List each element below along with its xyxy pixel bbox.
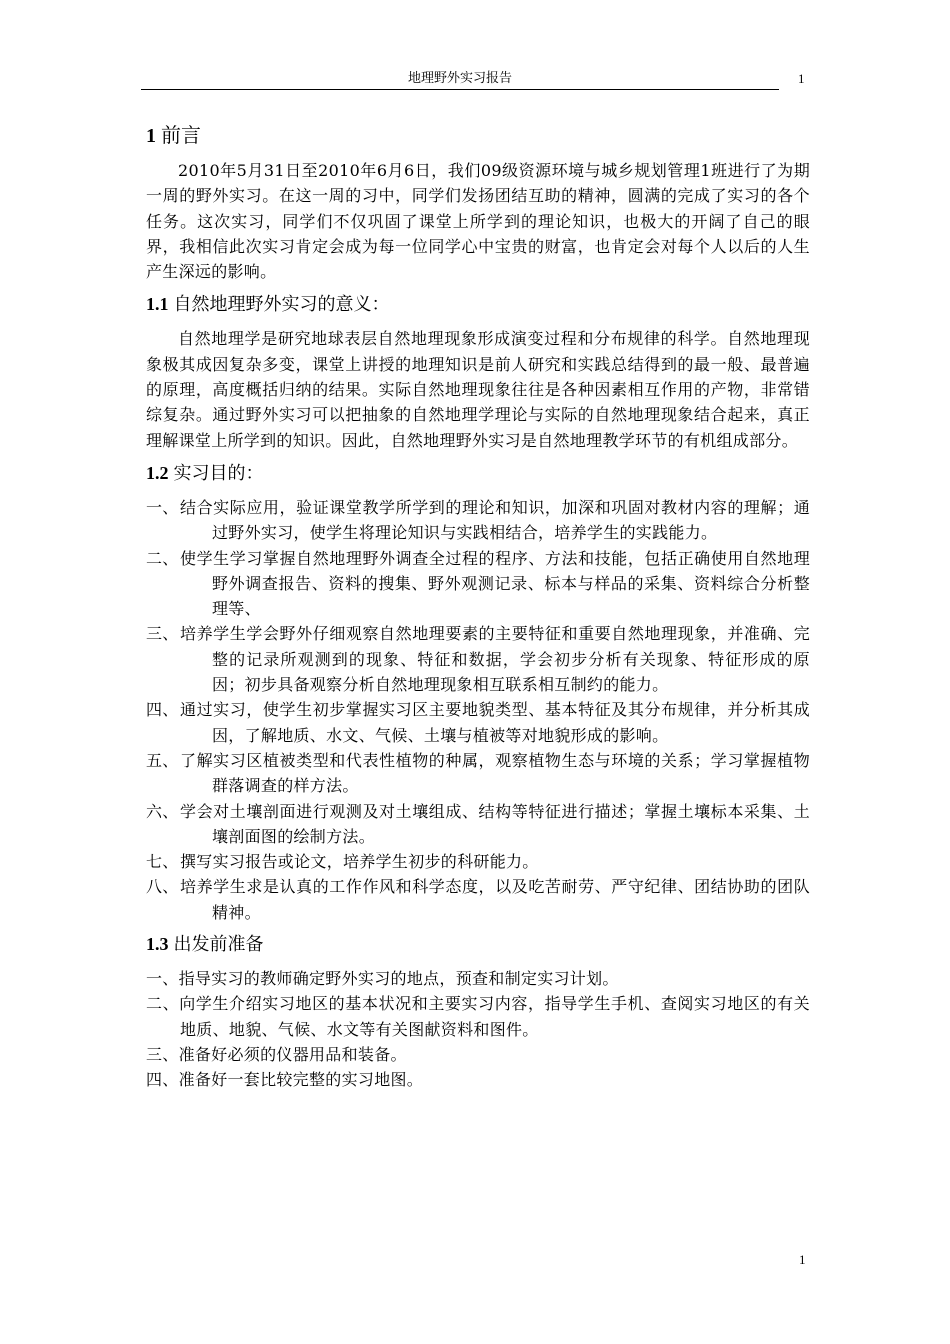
intro-paragraph: 2010年5月31日至2010年6月6日，我们09级资源环境与城乡规划管理1班进行了为期一周的野外实习。在这一周的习中，同学们发扬团结互助的精神，圆满的完成了实习的各个任务。这次实习，同学们不仅巩固了课堂上所学到的理论知识，也极大的开阔了自己的眼界，我相信此次实习肯定会成为每一位同学心中宝贵的财富，也肯定会对每个人以后的人生产生深远的影响。 bbox=[146, 161, 810, 282]
objective-item bbox=[146, 849, 810, 874]
section-heading-1-2 bbox=[146, 458, 810, 489]
section-heading-1-1 bbox=[146, 289, 810, 320]
list-item-text: 了解实习区植被类型和代表性植物的种属，观察植物生态与环境的关系；学习掌握植物群落调查的样方法。 bbox=[180, 750, 810, 796]
list-item-text: 结合实际应用，验证课堂教学所学到的理论和知识，加深和巩固对教材内容的理解；通过野外实习，使学生将理论知识与实践相结合，培养学生的实践能力。 bbox=[180, 497, 810, 543]
list-marker: 六、 bbox=[146, 801, 179, 821]
section-number: 1.3 bbox=[146, 934, 169, 955]
section-title: 自然地理野外实习的意义： bbox=[173, 294, 390, 316]
objective-item bbox=[146, 799, 810, 850]
list-item-text: 撰写实习报告或论文，培养学生初步的科研能力。 bbox=[180, 852, 539, 872]
objective-item bbox=[146, 546, 810, 622]
preparation-item: 一、指导实习的教师确定野外实习的地点，预查和制定实习计划。 bbox=[146, 969, 619, 989]
list-item-text: 使学生学习掌握自然地理野外调查全过程的程序、方法和技能，包括正确使用自然地理野外调查报告、资料的搜集、野外观测记录、标本与样品的采集、资料综合分析整理等、 bbox=[180, 548, 810, 619]
list-item-text: 学会对土壤剖面进行观测及对土壤组成、结构等特征进行描述；掌握土壤标本采集、土壤剖面图的绘制方法。 bbox=[180, 801, 810, 846]
section-title: 实习目的： bbox=[173, 462, 264, 484]
list-item-text: 培养学生求是认真的工作作风和科学态度，以及吃苦耐劳、严守纪律、团结协助的团队精神。 bbox=[180, 877, 810, 922]
document-body bbox=[146, 120, 810, 1093]
running-header-page-number: 1 bbox=[798, 71, 805, 86]
objective-item bbox=[146, 874, 810, 925]
list-marker: 五、 bbox=[146, 750, 179, 770]
significance-paragraph: 自然地理学是研究地球表层自然地理现象形成演变过程和分布规律的科学。自然地理现象极其成因复杂多变，课堂上讲授的地理知识是前人研究和实践总结得到的最一般、最普遍的原理，高度概括归纳的结果。实际自然地理现象往往是各种因素相互作用的产物，非常错综复杂。通过野外实习可以把抽象的自然地理学理论与实际的自然地理现象结合起来，真正理解课堂上所学到的知识。因此，自然地理野外实习是自然地理教学环节的有机组成部分。 bbox=[146, 329, 810, 450]
section-title: 出发前准备 bbox=[173, 934, 264, 956]
section-number: 1.2 bbox=[146, 462, 169, 483]
objective-item bbox=[146, 621, 810, 697]
objective-item bbox=[146, 697, 810, 748]
running-header bbox=[141, 71, 779, 90]
list-item-text: 培养学生学会野外仔细观察自然地理要素的主要特征和重要自然地理现象，并准确、完整的记录所观测到的现象、特征和数据，学会初步分析有关现象、特征形成的原因；初步具备观察分析自然地理现象相互联系相互制约的能力。 bbox=[180, 624, 810, 695]
list-marker: 八、 bbox=[146, 877, 179, 897]
running-header-title: 地理野外实习报告 bbox=[407, 71, 512, 86]
preparation-item: 四、准备好一套比较完整的实习地图。 bbox=[146, 1070, 424, 1090]
list-item-text: 通过实习，使学生初步掌握实习区主要地貌类型、基本特征及其分布规律，并分析其成因，了解地质、水文、气候、土壤与植被等对地貌形成的影响。 bbox=[180, 700, 810, 745]
objective-item bbox=[146, 495, 810, 546]
list-marker: 一、 bbox=[146, 497, 179, 517]
section-number: 1 bbox=[146, 125, 156, 147]
objectives-list bbox=[146, 495, 810, 925]
preparation-list bbox=[146, 966, 810, 1092]
objective-item bbox=[146, 748, 810, 799]
footer-page-number: 1 bbox=[799, 1252, 806, 1267]
list-marker: 七、 bbox=[146, 852, 179, 872]
list-marker: 二、 bbox=[146, 548, 179, 568]
list-marker: 三、 bbox=[146, 624, 179, 644]
section-title: 前言 bbox=[161, 123, 201, 147]
preparation-item: 三、准备好必须的仪器用品和装备。 bbox=[146, 1044, 407, 1064]
section-number: 1.1 bbox=[146, 294, 169, 315]
list-marker: 四、 bbox=[146, 700, 179, 720]
section-heading-intro bbox=[146, 120, 810, 151]
preparation-item: 二、向学生介绍实习地区的基本状况和主要实习内容，指导学生手机、查阅实习地区的有关地质、地貌、气候、水文等有关图献资料和图件。 bbox=[146, 994, 810, 1039]
section-heading-1-3 bbox=[146, 929, 810, 960]
